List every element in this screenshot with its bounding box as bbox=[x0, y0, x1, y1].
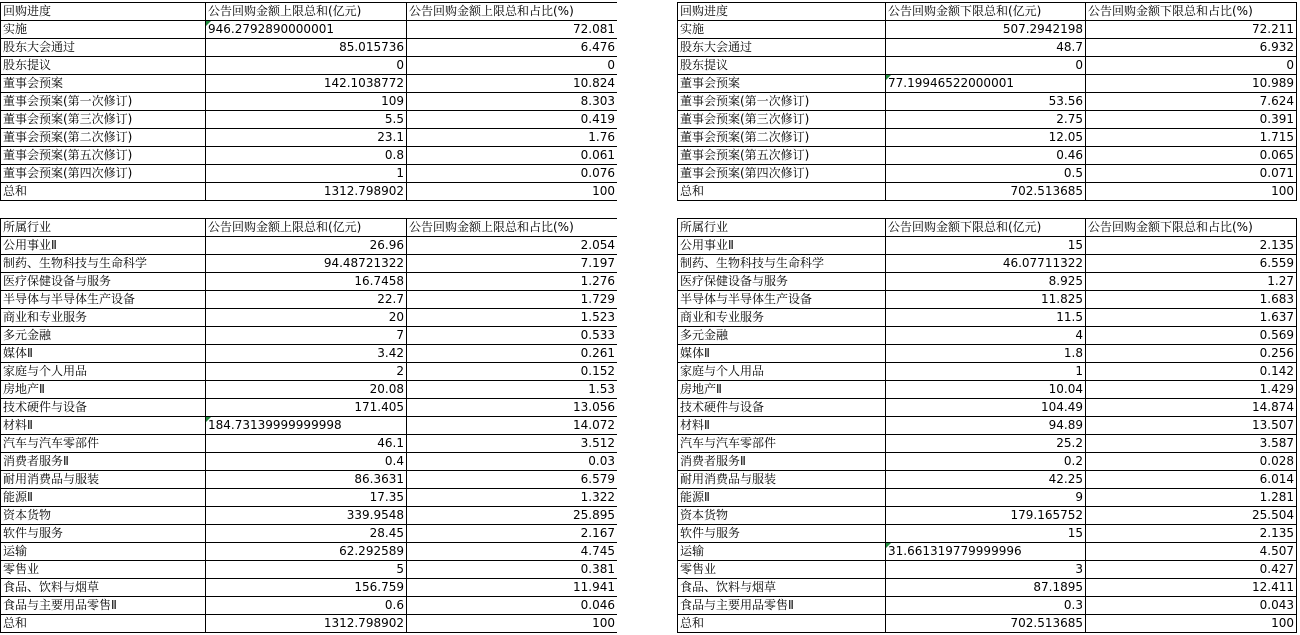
percent-cell[interactable]: 0.261 bbox=[407, 345, 618, 363]
table-row bbox=[1, 57, 618, 75]
percent-cell[interactable]: 0.03 bbox=[407, 453, 618, 471]
row-label-cell[interactable]: 董事会预案(第五次修订) bbox=[1, 147, 206, 165]
column-header[interactable]: 公告回购金额下限总和(亿元) bbox=[886, 3, 1086, 21]
row-label-cell[interactable]: 实施 bbox=[1, 21, 206, 39]
row-label-cell[interactable]: 房地产Ⅱ bbox=[1, 381, 206, 399]
table-row bbox=[1, 543, 618, 561]
row-label-cell[interactable]: 半导体与半导体生产设备 bbox=[1, 291, 206, 309]
table-row bbox=[1, 615, 618, 633]
amount-cell[interactable]: 0.2 bbox=[886, 453, 1086, 471]
table-row bbox=[678, 453, 1297, 471]
table-row bbox=[1, 309, 618, 327]
row-label-cell[interactable]: 公用事业Ⅱ bbox=[1, 237, 206, 255]
table-row bbox=[1, 93, 618, 111]
table-row bbox=[678, 615, 1297, 633]
row-label-cell[interactable]: 能源Ⅱ bbox=[1, 489, 206, 507]
table-row bbox=[1, 111, 618, 129]
progress-header-row bbox=[678, 3, 1297, 21]
row-label-cell[interactable]: 董事会预案(第四次修订) bbox=[1, 165, 206, 183]
percent-cell[interactable]: 0.533 bbox=[407, 327, 618, 345]
row-label-cell[interactable]: 多元金融 bbox=[678, 327, 886, 345]
row-label-cell[interactable]: 房地产Ⅱ bbox=[678, 381, 886, 399]
row-label-cell[interactable]: 运输 bbox=[678, 543, 886, 561]
table-row bbox=[678, 165, 1297, 183]
amount-cell[interactable]: 702.513685 bbox=[886, 615, 1086, 633]
table-row bbox=[678, 345, 1297, 363]
percent-cell[interactable]: 10.989 bbox=[1086, 75, 1297, 93]
amount-cell[interactable]: 15 bbox=[886, 237, 1086, 255]
amount-cell[interactable]: 62.292589 bbox=[206, 543, 407, 561]
percent-cell[interactable]: 1.729 bbox=[407, 291, 618, 309]
table-row bbox=[1, 453, 618, 471]
table-row bbox=[678, 75, 1297, 93]
sheet-gap bbox=[617, 0, 677, 635]
percent-cell[interactable]: 13.056 bbox=[407, 399, 618, 417]
percent-cell[interactable]: 0 bbox=[1086, 57, 1297, 75]
table-row bbox=[1, 525, 618, 543]
table-row bbox=[678, 309, 1297, 327]
percent-cell[interactable]: 100 bbox=[407, 183, 618, 201]
table-row bbox=[678, 435, 1297, 453]
row-label-cell[interactable]: 能源Ⅱ bbox=[678, 489, 886, 507]
percent-cell[interactable]: 11.941 bbox=[407, 579, 618, 597]
empty-cell[interactable] bbox=[1, 201, 206, 219]
amount-cell[interactable]: 85.015736 bbox=[206, 39, 407, 57]
percent-cell[interactable]: 0.256 bbox=[1086, 345, 1297, 363]
amount-cell[interactable]: 0 bbox=[206, 57, 407, 75]
row-label-cell[interactable]: 多元金融 bbox=[1, 327, 206, 345]
column-header[interactable]: 公告回购金额上限总和占比(%) bbox=[407, 219, 618, 237]
column-header[interactable]: 公告回购金额上限总和(亿元) bbox=[206, 3, 407, 21]
row-label-cell[interactable]: 商业和专业服务 bbox=[678, 309, 886, 327]
amount-cell[interactable]: 46.07711322 bbox=[886, 255, 1086, 273]
row-label-cell[interactable]: 制药、生物科技与生命科学 bbox=[678, 255, 886, 273]
percent-cell[interactable]: 0.043 bbox=[1086, 597, 1297, 615]
amount-cell[interactable]: 156.759 bbox=[206, 579, 407, 597]
row-label-cell[interactable]: 董事会预案(第二次修订) bbox=[1, 129, 206, 147]
amount-cell[interactable]: 11.825 bbox=[886, 291, 1086, 309]
row-label-cell[interactable]: 媒体Ⅱ bbox=[1, 345, 206, 363]
amount-cell[interactable]: 1312.798902 bbox=[206, 615, 407, 633]
column-header[interactable]: 所属行业 bbox=[678, 219, 886, 237]
column-header[interactable]: 回购进度 bbox=[1, 3, 206, 21]
percent-cell[interactable]: 0 bbox=[407, 57, 618, 75]
table-row bbox=[1, 183, 618, 201]
row-label-cell[interactable]: 董事会预案(第一次修订) bbox=[1, 93, 206, 111]
table-row bbox=[1, 129, 618, 147]
row-label-cell[interactable]: 半导体与半导体生产设备 bbox=[678, 291, 886, 309]
amount-cell[interactable]: 2.75 bbox=[886, 111, 1086, 129]
row-label-cell[interactable]: 公用事业Ⅱ bbox=[678, 237, 886, 255]
amount-cell[interactable]: 16.7458 bbox=[206, 273, 407, 291]
amount-cell[interactable]: 46.1 bbox=[206, 435, 407, 453]
row-label-cell[interactable]: 董事会预案(第五次修订) bbox=[678, 147, 886, 165]
row-label-cell[interactable]: 股东大会通过 bbox=[678, 39, 886, 57]
empty-cell[interactable] bbox=[886, 201, 1086, 219]
amount-cell[interactable]: 20.08 bbox=[206, 381, 407, 399]
amount-cell[interactable]: 109 bbox=[206, 93, 407, 111]
row-label-cell[interactable]: 董事会预案(第二次修订) bbox=[678, 129, 886, 147]
row-label-cell[interactable]: 耐用消费品与服装 bbox=[678, 471, 886, 489]
row-label-cell[interactable]: 技术硬件与设备 bbox=[1, 399, 206, 417]
amount-cell[interactable]: 507.2942198 bbox=[886, 21, 1086, 39]
percent-cell[interactable]: 0.046 bbox=[407, 597, 618, 615]
table-row bbox=[678, 579, 1297, 597]
row-label-cell[interactable]: 董事会预案(第一次修订) bbox=[678, 93, 886, 111]
percent-cell[interactable]: 1.76 bbox=[407, 129, 618, 147]
amount-cell[interactable]: 8.925 bbox=[886, 273, 1086, 291]
row-label-cell[interactable]: 软件与服务 bbox=[678, 525, 886, 543]
row-label-cell[interactable]: 软件与服务 bbox=[1, 525, 206, 543]
table-row bbox=[678, 21, 1297, 39]
row-label-cell[interactable]: 食品与主要用品零售Ⅱ bbox=[678, 597, 886, 615]
row-label-cell[interactable]: 媒体Ⅱ bbox=[678, 345, 886, 363]
row-label-cell[interactable]: 医疗保健设备与服务 bbox=[678, 273, 886, 291]
percent-cell[interactable]: 0.427 bbox=[1086, 561, 1297, 579]
industry-header-row bbox=[1, 219, 618, 237]
amount-cell[interactable]: 0 bbox=[886, 57, 1086, 75]
percent-cell[interactable]: 1.683 bbox=[1086, 291, 1297, 309]
empty-cell[interactable] bbox=[678, 201, 886, 219]
table-row bbox=[1, 21, 618, 39]
table-row bbox=[678, 57, 1297, 75]
percent-cell[interactable]: 2.167 bbox=[407, 525, 618, 543]
percent-cell[interactable]: 0.061 bbox=[407, 147, 618, 165]
percent-cell[interactable]: 14.072 bbox=[407, 417, 618, 435]
table-row bbox=[1, 165, 618, 183]
amount-cell[interactable]: 0.6 bbox=[206, 597, 407, 615]
row-label-cell[interactable]: 董事会预案 bbox=[678, 75, 886, 93]
percent-cell[interactable]: 2.054 bbox=[407, 237, 618, 255]
amount-cell[interactable]: 0.8 bbox=[206, 147, 407, 165]
amount-cell[interactable]: 17.35 bbox=[206, 489, 407, 507]
row-label-cell[interactable]: 消费者服务Ⅱ bbox=[678, 453, 886, 471]
table-row bbox=[678, 381, 1297, 399]
percent-cell[interactable]: 0.076 bbox=[407, 165, 618, 183]
table-row bbox=[1, 435, 618, 453]
amount-cell[interactable]: 179.165752 bbox=[886, 507, 1086, 525]
table-row bbox=[1, 597, 618, 615]
row-label-cell[interactable]: 食品、饮料与烟草 bbox=[1, 579, 206, 597]
amount-cell[interactable]: 10.04 bbox=[886, 381, 1086, 399]
percent-cell[interactable]: 1.281 bbox=[1086, 489, 1297, 507]
table-row bbox=[678, 525, 1297, 543]
percent-cell[interactable]: 3.587 bbox=[1086, 435, 1297, 453]
amount-cell[interactable]: 87.1895 bbox=[886, 579, 1086, 597]
table-row bbox=[1, 471, 618, 489]
percent-cell[interactable]: 1.27 bbox=[1086, 273, 1297, 291]
percent-cell[interactable]: 3.512 bbox=[407, 435, 618, 453]
table-row bbox=[1, 291, 618, 309]
table-row bbox=[1, 507, 618, 525]
percent-cell[interactable]: 2.135 bbox=[1086, 525, 1297, 543]
row-label-cell[interactable]: 家庭与个人用品 bbox=[678, 363, 886, 381]
percent-cell[interactable]: 6.932 bbox=[1086, 39, 1297, 57]
percent-cell[interactable]: 72.211 bbox=[1086, 21, 1297, 39]
percent-cell[interactable]: 0.071 bbox=[1086, 165, 1297, 183]
amount-cell[interactable]: 53.56 bbox=[886, 93, 1086, 111]
row-label-cell[interactable]: 制药、生物科技与生命科学 bbox=[1, 255, 206, 273]
percent-cell[interactable]: 1.637 bbox=[1086, 309, 1297, 327]
amount-cell[interactable]: 104.49 bbox=[886, 399, 1086, 417]
percent-cell[interactable]: 6.579 bbox=[407, 471, 618, 489]
row-label-cell[interactable]: 家庭与个人用品 bbox=[1, 363, 206, 381]
table-row bbox=[1, 39, 618, 57]
table-row bbox=[678, 237, 1297, 255]
percent-cell[interactable]: 14.874 bbox=[1086, 399, 1297, 417]
table-row bbox=[678, 291, 1297, 309]
amount-cell[interactable]: 339.9548 bbox=[206, 507, 407, 525]
amount-cell[interactable]: 184.73139999999998 bbox=[206, 417, 407, 435]
table-row bbox=[678, 597, 1297, 615]
table-row bbox=[678, 147, 1297, 165]
percent-cell[interactable]: 4.507 bbox=[1086, 543, 1297, 561]
table-row bbox=[1, 399, 618, 417]
amount-cell[interactable]: 94.48721322 bbox=[206, 255, 407, 273]
row-label-cell[interactable]: 消费者服务Ⅱ bbox=[1, 453, 206, 471]
column-header[interactable]: 所属行业 bbox=[1, 219, 206, 237]
table-row bbox=[678, 255, 1297, 273]
amount-cell[interactable]: 25.2 bbox=[886, 435, 1086, 453]
amount-cell[interactable]: 15 bbox=[886, 525, 1086, 543]
row-label-cell[interactable]: 总和 bbox=[1, 615, 206, 633]
percent-cell[interactable]: 7.197 bbox=[407, 255, 618, 273]
percent-cell[interactable]: 1.322 bbox=[407, 489, 618, 507]
table-row bbox=[678, 273, 1297, 291]
amount-cell[interactable]: 0.46 bbox=[886, 147, 1086, 165]
amount-cell[interactable]: 946.2792890000001 bbox=[206, 21, 407, 39]
percent-cell[interactable]: 0.028 bbox=[1086, 453, 1297, 471]
table-row bbox=[678, 507, 1297, 525]
row-label-cell[interactable]: 运输 bbox=[1, 543, 206, 561]
amount-cell[interactable]: 5 bbox=[206, 561, 407, 579]
row-label-cell[interactable]: 材料Ⅱ bbox=[678, 417, 886, 435]
amount-cell[interactable]: 86.3631 bbox=[206, 471, 407, 489]
row-label-cell[interactable]: 零售业 bbox=[678, 561, 886, 579]
table-row bbox=[678, 327, 1297, 345]
amount-cell[interactable]: 1 bbox=[886, 363, 1086, 381]
amount-cell[interactable]: 23.1 bbox=[206, 129, 407, 147]
row-label-cell[interactable]: 资本货物 bbox=[1, 507, 206, 525]
percent-cell[interactable]: 12.411 bbox=[1086, 579, 1297, 597]
row-label-cell[interactable]: 技术硬件与设备 bbox=[678, 399, 886, 417]
percent-cell[interactable]: 25.504 bbox=[1086, 507, 1297, 525]
amount-cell[interactable]: 28.45 bbox=[206, 525, 407, 543]
blank-row bbox=[1, 201, 618, 219]
amount-cell[interactable]: 4 bbox=[886, 327, 1086, 345]
amount-cell[interactable]: 94.89 bbox=[886, 417, 1086, 435]
percent-cell[interactable]: 72.081 bbox=[407, 21, 618, 39]
table-row bbox=[1, 273, 618, 291]
percent-cell[interactable]: 1.276 bbox=[407, 273, 618, 291]
row-label-cell[interactable]: 董事会预案(第三次修订) bbox=[1, 111, 206, 129]
table-row bbox=[678, 183, 1297, 201]
percent-cell[interactable]: 6.014 bbox=[1086, 471, 1297, 489]
right-sheet-table bbox=[677, 2, 1297, 633]
amount-cell[interactable]: 1312.798902 bbox=[206, 183, 407, 201]
amount-cell[interactable]: 171.405 bbox=[206, 399, 407, 417]
percent-cell[interactable]: 10.824 bbox=[407, 75, 618, 93]
table-row bbox=[1, 255, 618, 273]
percent-cell[interactable]: 4.745 bbox=[407, 543, 618, 561]
amount-cell[interactable]: 77.19946522000001 bbox=[886, 75, 1086, 93]
amount-cell[interactable]: 11.5 bbox=[886, 309, 1086, 327]
table-row bbox=[678, 93, 1297, 111]
table-row bbox=[1, 381, 618, 399]
row-label-cell[interactable]: 董事会预案(第四次修订) bbox=[678, 165, 886, 183]
amount-cell[interactable]: 7 bbox=[206, 327, 407, 345]
row-label-cell[interactable]: 耐用消费品与服装 bbox=[1, 471, 206, 489]
row-label-cell[interactable]: 零售业 bbox=[1, 561, 206, 579]
percent-cell[interactable]: 100 bbox=[1086, 615, 1297, 633]
row-label-cell[interactable]: 股东提议 bbox=[678, 57, 886, 75]
amount-cell[interactable]: 48.7 bbox=[886, 39, 1086, 57]
percent-cell[interactable]: 2.135 bbox=[1086, 237, 1297, 255]
percent-cell[interactable]: 25.895 bbox=[407, 507, 618, 525]
table-row bbox=[678, 129, 1297, 147]
percent-cell[interactable]: 6.476 bbox=[407, 39, 618, 57]
amount-cell[interactable]: 31.661319779999996 bbox=[886, 543, 1086, 561]
table-row bbox=[678, 561, 1297, 579]
percent-cell[interactable]: 0.381 bbox=[407, 561, 618, 579]
amount-cell[interactable]: 26.96 bbox=[206, 237, 407, 255]
amount-cell[interactable]: 142.1038772 bbox=[206, 75, 407, 93]
amount-cell[interactable]: 42.25 bbox=[886, 471, 1086, 489]
column-header[interactable]: 公告回购金额下限总和(亿元) bbox=[886, 219, 1086, 237]
amount-cell[interactable]: 2 bbox=[206, 363, 407, 381]
left-sheet-table bbox=[0, 2, 618, 633]
percent-cell[interactable]: 0.391 bbox=[1086, 111, 1297, 129]
percent-cell[interactable]: 0.419 bbox=[407, 111, 618, 129]
table-row bbox=[678, 417, 1297, 435]
empty-cell[interactable] bbox=[1086, 201, 1297, 219]
table-row bbox=[1, 147, 618, 165]
table-row bbox=[678, 363, 1297, 381]
amount-cell[interactable]: 1.8 bbox=[886, 345, 1086, 363]
percent-cell[interactable]: 13.507 bbox=[1086, 417, 1297, 435]
percent-cell[interactable]: 1.715 bbox=[1086, 129, 1297, 147]
percent-cell[interactable]: 100 bbox=[1086, 183, 1297, 201]
row-label-cell[interactable]: 总和 bbox=[678, 615, 886, 633]
row-label-cell[interactable]: 资本货物 bbox=[678, 507, 886, 525]
table-row bbox=[1, 561, 618, 579]
percent-cell[interactable]: 6.559 bbox=[1086, 255, 1297, 273]
table-row bbox=[678, 39, 1297, 57]
table-row bbox=[678, 543, 1297, 561]
row-label-cell[interactable]: 总和 bbox=[1, 183, 206, 201]
table-row bbox=[1, 417, 618, 435]
percent-cell[interactable]: 1.53 bbox=[407, 381, 618, 399]
column-header[interactable]: 公告回购金额上限总和占比(%) bbox=[407, 3, 618, 21]
row-label-cell[interactable]: 食品与主要用品零售Ⅱ bbox=[1, 597, 206, 615]
empty-cell[interactable] bbox=[407, 201, 618, 219]
percent-cell[interactable]: 0.065 bbox=[1086, 147, 1297, 165]
table-row bbox=[678, 111, 1297, 129]
amount-cell[interactable]: 9 bbox=[886, 489, 1086, 507]
percent-cell[interactable]: 1.429 bbox=[1086, 381, 1297, 399]
amount-cell[interactable]: 0.4 bbox=[206, 453, 407, 471]
industry-header-row bbox=[678, 219, 1297, 237]
column-header[interactable]: 公告回购金额上限总和(亿元) bbox=[206, 219, 407, 237]
amount-cell[interactable]: 5.5 bbox=[206, 111, 407, 129]
percent-cell[interactable]: 8.303 bbox=[407, 93, 618, 111]
empty-cell[interactable] bbox=[206, 201, 407, 219]
amount-cell[interactable]: 0.3 bbox=[886, 597, 1086, 615]
table-row bbox=[1, 345, 618, 363]
row-label-cell[interactable]: 董事会预案(第三次修订) bbox=[678, 111, 886, 129]
table-row bbox=[678, 489, 1297, 507]
column-header[interactable]: 回购进度 bbox=[678, 3, 886, 21]
amount-cell[interactable]: 3 bbox=[886, 561, 1086, 579]
column-header[interactable]: 公告回购金额下限总和占比(%) bbox=[1086, 219, 1297, 237]
row-label-cell[interactable]: 股东大会通过 bbox=[1, 39, 206, 57]
amount-cell[interactable]: 1 bbox=[206, 165, 407, 183]
amount-cell[interactable]: 12.05 bbox=[886, 129, 1086, 147]
amount-cell[interactable]: 0.5 bbox=[886, 165, 1086, 183]
progress-header-row bbox=[1, 3, 618, 21]
amount-cell[interactable]: 702.513685 bbox=[886, 183, 1086, 201]
percent-cell[interactable]: 0.569 bbox=[1086, 327, 1297, 345]
row-label-cell[interactable]: 食品、饮料与烟草 bbox=[678, 579, 886, 597]
table-row bbox=[678, 471, 1297, 489]
amount-cell[interactable]: 20 bbox=[206, 309, 407, 327]
table-row bbox=[1, 579, 618, 597]
percent-cell[interactable]: 7.624 bbox=[1086, 93, 1297, 111]
table-row bbox=[1, 75, 618, 93]
blank-row bbox=[678, 201, 1297, 219]
row-label-cell[interactable]: 董事会预案 bbox=[1, 75, 206, 93]
row-label-cell[interactable]: 实施 bbox=[678, 21, 886, 39]
percent-cell[interactable]: 1.523 bbox=[407, 309, 618, 327]
row-label-cell[interactable]: 股东提议 bbox=[1, 57, 206, 75]
row-label-cell[interactable]: 材料Ⅱ bbox=[1, 417, 206, 435]
table-row bbox=[1, 363, 618, 381]
row-label-cell[interactable]: 医疗保健设备与服务 bbox=[1, 273, 206, 291]
percent-cell[interactable]: 0.142 bbox=[1086, 363, 1297, 381]
amount-cell[interactable]: 22.7 bbox=[206, 291, 407, 309]
table-row bbox=[1, 327, 618, 345]
row-label-cell[interactable]: 商业和专业服务 bbox=[1, 309, 206, 327]
percent-cell[interactable]: 100 bbox=[407, 615, 618, 633]
table-row bbox=[678, 399, 1297, 417]
percent-cell[interactable]: 0.152 bbox=[407, 363, 618, 381]
table-row bbox=[1, 237, 618, 255]
row-label-cell[interactable]: 总和 bbox=[678, 183, 886, 201]
amount-cell[interactable]: 3.42 bbox=[206, 345, 407, 363]
row-label-cell[interactable]: 汽车与汽车零部件 bbox=[678, 435, 886, 453]
table-row bbox=[1, 489, 618, 507]
row-label-cell[interactable]: 汽车与汽车零部件 bbox=[1, 435, 206, 453]
column-header[interactable]: 公告回购金额下限总和占比(%) bbox=[1086, 3, 1297, 21]
